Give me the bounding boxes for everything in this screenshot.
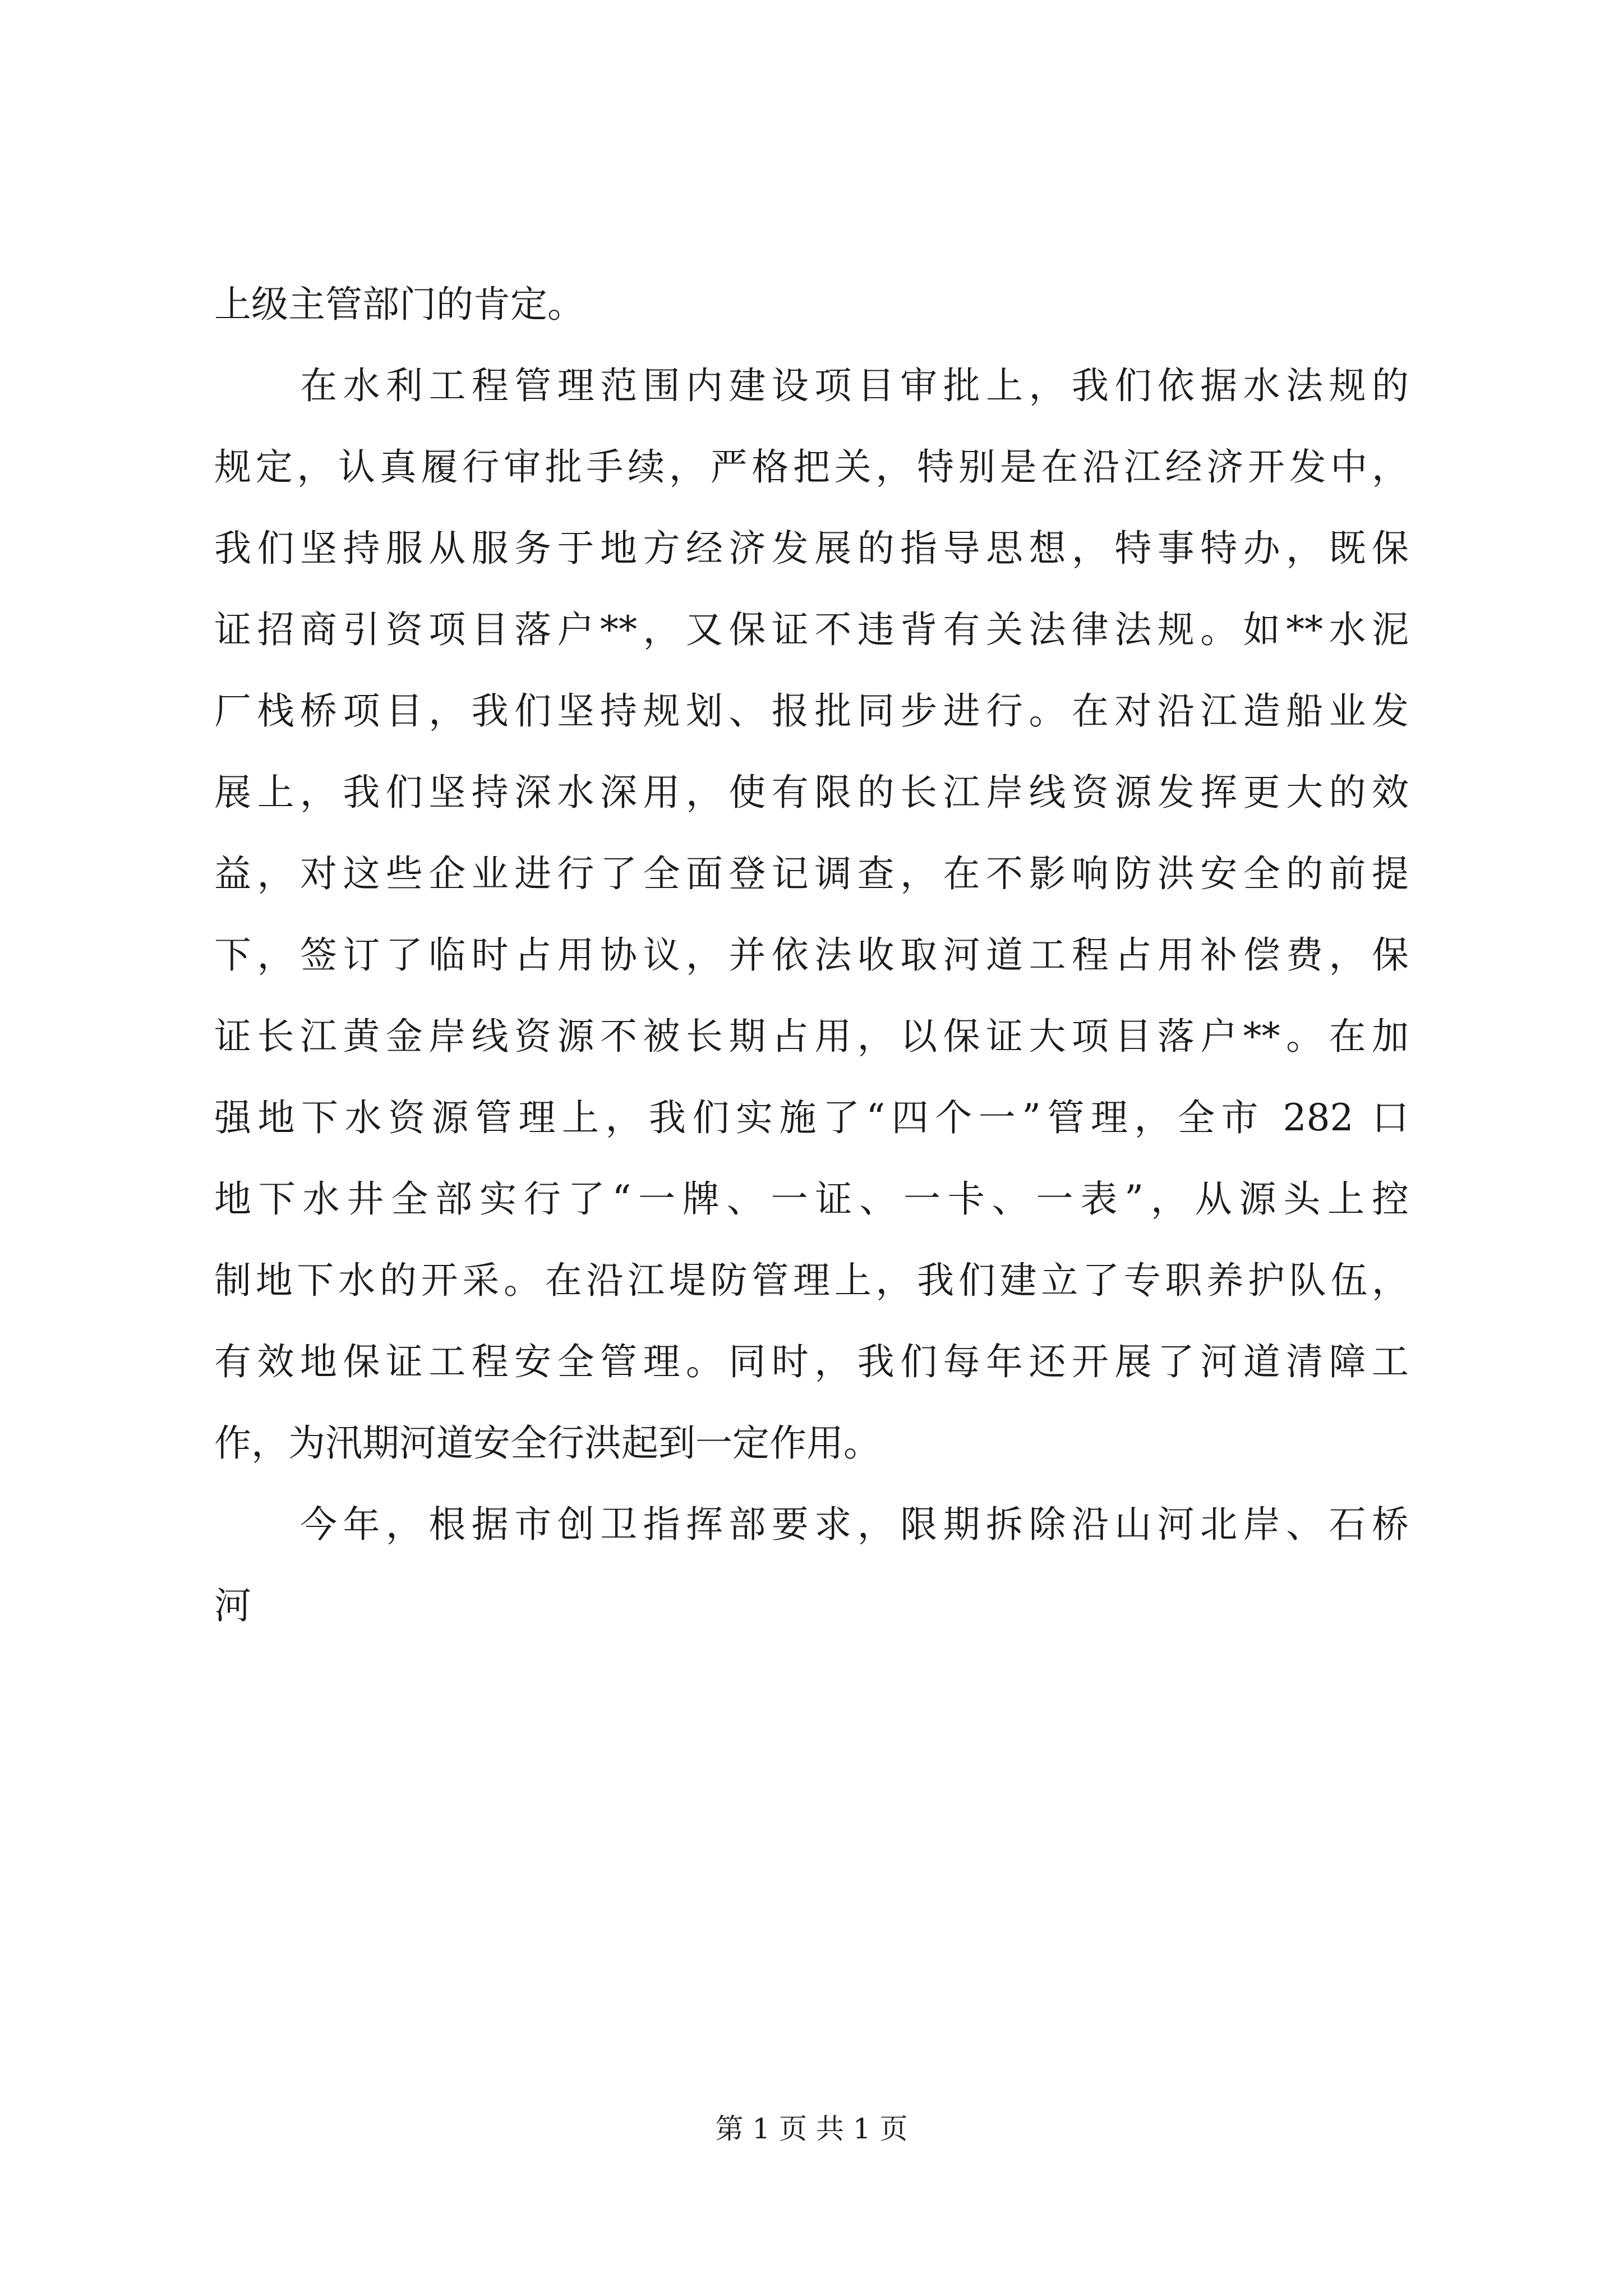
text-line: 我们坚持服从服务于地方经济发展的指导思想，特事特办，既保 <box>214 527 1409 570</box>
paragraph-project-approval <box>214 345 1409 1484</box>
text-line: 强地下水资源管理上，我们实施了“四个一”管理，全市 282 口 <box>214 1096 1409 1139</box>
text-line: 制地下水的开采。在沿江堤防管理上，我们建立了专职养护队伍， <box>214 1259 1409 1302</box>
paragraph-demolition <box>214 1484 1409 1646</box>
text-line: 上级主管部门的肯定。 <box>214 283 584 326</box>
text-line: 作，为汛期河道安全行洪起到一定作用。 <box>214 1421 880 1465</box>
text-line: 证长江黄金岸线资源不被长期占用，以保证大项目落户**。在加 <box>214 1015 1409 1058</box>
text-line: 规定，认真履行审批手续，严格把关，特别是在沿江经济开发中， <box>214 445 1409 489</box>
text-line: 今年，根据市创卫指挥部要求，限期拆除沿山河北岸、石桥 <box>300 1503 1409 1546</box>
text-line: 厂栈桥项目，我们坚持规划、报批同步进行。在对沿江造船业发 <box>214 689 1409 733</box>
document-body <box>214 264 1409 1646</box>
text-line: 证招商引资项目落户**，又保证不违背有关法律法规。如**水泥 <box>214 608 1409 651</box>
text-line: 地下水井全部实行了“一牌、一证、一卡、一表”，从源头上控 <box>214 1177 1409 1221</box>
text-line: 展上，我们坚持深水深用，使有限的长江岸线资源发挥更大的效 <box>214 771 1409 814</box>
text-line: 有效地保证工程安全管理。同时，我们每年还开展了河道清障工 <box>214 1340 1409 1383</box>
paragraph-continuation <box>214 264 1409 345</box>
page-footer: 第 1 页 共 1 页 <box>715 2113 908 2145</box>
text-line: 下，签订了临时占用协议，并依法收取河道工程占用补偿费，保 <box>214 933 1409 977</box>
text-line: 在水利工程管理范围内建设项目审批上，我们依据水法规的 <box>300 364 1409 407</box>
text-line: 河 <box>214 1584 251 1627</box>
text-line: 益，对这些企业进行了全面登记调查，在不影响防洪安全的前提 <box>214 852 1409 895</box>
